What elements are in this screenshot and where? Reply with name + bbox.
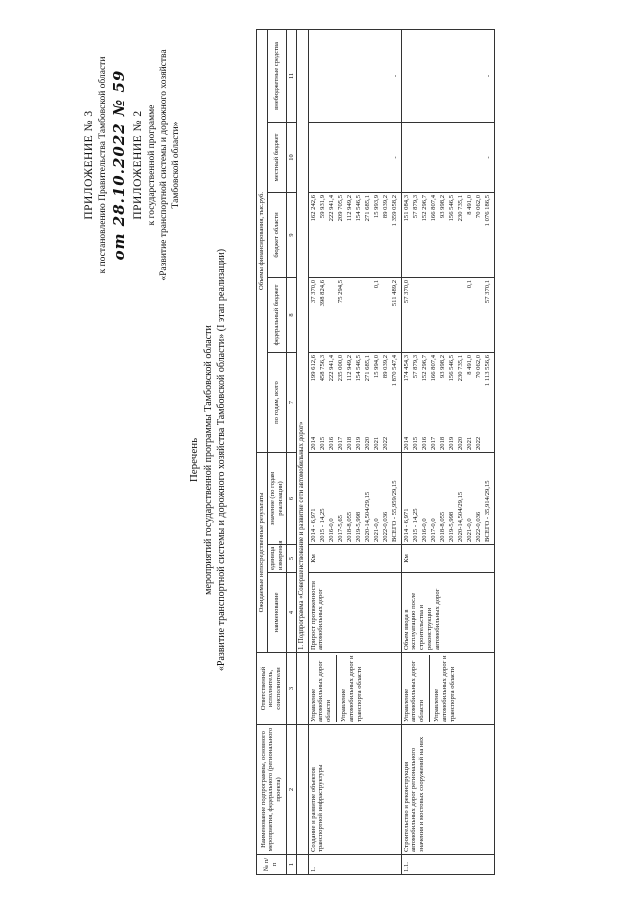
appendix2-title: ПРИЛОЖЕНИЕ № 2 bbox=[131, 110, 144, 220]
year-label: 2020 bbox=[456, 436, 464, 450]
row-unit: Км bbox=[308, 545, 401, 573]
row-result-name: Объем ввода в эксплуатацию после строительства и реконструкции автомобильных дорог bbox=[401, 573, 494, 653]
row-executor bbox=[308, 653, 401, 725]
year-label: 2014 bbox=[402, 436, 410, 450]
row-fund-regional bbox=[401, 193, 494, 278]
year-label: 2020 bbox=[363, 436, 371, 450]
amount: 154 546,5 bbox=[354, 195, 362, 222]
col-header-executor: Ответственный исполнитель, соисполнители bbox=[257, 653, 287, 725]
amount: 151 084,3 bbox=[402, 195, 410, 222]
index-cell: 1 bbox=[286, 855, 297, 875]
row-fund-extra: - bbox=[401, 29, 494, 122]
row-fund-total bbox=[401, 353, 494, 453]
col-header-fund-regional: бюджет области bbox=[267, 193, 286, 278]
amount: 230 735,1 bbox=[456, 355, 464, 382]
amount: 154 546,5 bbox=[354, 355, 362, 382]
amount: 112 949,2 bbox=[345, 195, 353, 222]
grand-total: 1 870 547,4 bbox=[390, 355, 398, 387]
executor-secondary: Управление автомобильных дорог и транспорта области bbox=[336, 655, 364, 722]
amount: 271 685,1 bbox=[363, 355, 371, 382]
year-label: 2018 bbox=[345, 436, 353, 450]
column-index-row bbox=[286, 29, 297, 874]
value-line: 2020-14,504/29,15 bbox=[456, 491, 464, 542]
amount: 70 062,0 bbox=[474, 195, 482, 219]
amount bbox=[421, 280, 430, 350]
amount: 89 039,2 bbox=[381, 355, 389, 379]
year-label: 2015 bbox=[318, 436, 326, 450]
amount: 222 941,4 bbox=[327, 195, 335, 222]
value-line: 2019-5,998 bbox=[447, 511, 455, 542]
federal-total: 57 370,1 bbox=[483, 280, 491, 304]
value-line: 2021-0,0 bbox=[465, 518, 473, 542]
amount: 235 000,0 bbox=[336, 355, 344, 382]
row-fund-local: - bbox=[308, 123, 401, 193]
row-result-name: Прирост протяженности автомобильных дорог bbox=[308, 573, 401, 653]
title-line-1: Перечень bbox=[188, 437, 200, 483]
amount: 222 941,4 bbox=[327, 355, 335, 382]
value-line: 2016-0,0 bbox=[327, 518, 335, 542]
value-line: 2017-5,65 bbox=[336, 515, 344, 542]
title-line-3: «Развитие транспортной системы и дорожного хозяйства Тамбовской области» (I этап реализации) bbox=[216, 248, 228, 672]
row-name: Строительство и реконструкция автомобильных дорог регионального значения и мостовых сооружений на них bbox=[401, 725, 494, 855]
index-cell: 6 bbox=[286, 453, 297, 545]
amount: 8 491,0 bbox=[465, 355, 473, 375]
amount: 57 370,0 bbox=[402, 280, 410, 304]
amount: 8 491,0 bbox=[465, 195, 473, 215]
row-values bbox=[401, 453, 494, 545]
col-header-fund-extra: внебюджетные средства bbox=[267, 29, 286, 122]
col-header-results: Ожидаемые непосредственные результаты bbox=[257, 453, 268, 653]
year-label: 2016 bbox=[327, 436, 335, 450]
year-label: 2017 bbox=[429, 436, 437, 450]
row-name: Создание и развитие объектов транспортной инфраструктуры bbox=[308, 725, 401, 855]
amount: 37 370,0 bbox=[309, 280, 317, 304]
value-line: 2022-0,036 bbox=[381, 511, 389, 542]
amount: 209 705,5 bbox=[336, 195, 344, 222]
amount: 156 546,5 bbox=[447, 355, 455, 382]
executor-primary: Управление автомобильных дорог области bbox=[402, 660, 426, 722]
appendix-title: ПРИЛОЖЕНИЕ № 3 bbox=[83, 110, 95, 220]
year-label: 2021 bbox=[465, 436, 473, 450]
amount: 93 998,2 bbox=[438, 355, 446, 379]
amount: 199 612,6 bbox=[309, 355, 317, 382]
executor-secondary: Управление автомобильных дорог и транспорта области bbox=[429, 655, 457, 722]
federal-total: 511 489,2 bbox=[390, 280, 398, 307]
amount bbox=[457, 280, 466, 350]
col-header-num: № п/п bbox=[257, 855, 287, 875]
row-fund-federal bbox=[401, 278, 494, 353]
amount: 59 931,9 bbox=[318, 195, 326, 219]
year-label: 2018 bbox=[438, 436, 446, 450]
year-label: 2019 bbox=[354, 436, 362, 450]
year-label: 2016 bbox=[420, 436, 428, 450]
amount bbox=[448, 280, 457, 350]
amount bbox=[346, 280, 355, 350]
value-line: 2020-14,504/29,15 bbox=[363, 491, 371, 542]
row-fund-federal bbox=[308, 278, 401, 353]
index-cell: 9 bbox=[286, 193, 297, 278]
grand-total: 1 113 556,6 bbox=[483, 355, 491, 387]
amount: 398 824,6 bbox=[318, 280, 326, 307]
value-line: 2021-0,0 bbox=[372, 518, 380, 542]
amount: 162 242,6 bbox=[309, 195, 317, 222]
value-total: ВСЕГО - 35,914/29,15 bbox=[483, 480, 491, 542]
amount: 152 296,7 bbox=[420, 195, 428, 222]
year-label: 2015 bbox=[411, 436, 419, 450]
index-cell: 2 bbox=[286, 725, 297, 855]
table-row bbox=[401, 29, 494, 874]
col-header-value: значение (по годам реализации) bbox=[267, 453, 286, 545]
amount: 93 998,2 bbox=[438, 195, 446, 219]
amount: 112 949,2 bbox=[345, 355, 353, 382]
row-executor bbox=[401, 653, 494, 725]
value-line: 2018-8,055 bbox=[438, 511, 446, 542]
value-line: 2022-0,036 bbox=[474, 511, 482, 542]
amount: 70 062,0 bbox=[474, 355, 482, 379]
appendix-header bbox=[82, 25, 183, 305]
index-cell: 3 bbox=[286, 653, 297, 725]
table-row bbox=[308, 29, 401, 874]
amount: 174 454,3 bbox=[402, 355, 410, 382]
regional-total: 1 359 058,2 bbox=[390, 195, 398, 227]
row-num: 1.1. bbox=[401, 855, 494, 875]
index-cell: 5 bbox=[286, 545, 297, 573]
subprogram-heading-row bbox=[297, 29, 308, 874]
index-cell: 8 bbox=[286, 278, 297, 353]
measures-table bbox=[256, 29, 495, 875]
regional-total: 1 076 186,5 bbox=[483, 195, 491, 227]
year-label: 2021 bbox=[372, 436, 380, 450]
handwritten-date-number: от 28.10.2022 № 59 bbox=[110, 69, 129, 261]
col-header-unit: единица измерения bbox=[267, 545, 286, 573]
value-line: 2015 - 14,25 bbox=[318, 508, 326, 542]
decree-line: к постановлению Правительства Тамбовской области bbox=[97, 56, 108, 274]
year-label: 2014 bbox=[309, 436, 317, 450]
amount bbox=[475, 280, 484, 350]
amount: 230 735,1 bbox=[456, 195, 464, 222]
amount: 166 807,4 bbox=[429, 355, 437, 382]
subprogram-heading: 1. Подпрограмма «Совершенствование и развитие сети автомобильных дорог» bbox=[297, 29, 308, 652]
row-fund-total bbox=[308, 353, 401, 453]
col-header-result-name: наименование bbox=[267, 573, 286, 653]
row-values bbox=[308, 453, 401, 545]
value-line: 2015 - 14,25 bbox=[411, 508, 419, 542]
col-header-fund-total: по годам, всего bbox=[267, 353, 286, 453]
col-header-funding: Объемы финансирования, тыс.руб. bbox=[257, 29, 268, 452]
amount bbox=[364, 280, 373, 350]
amount: 75 294,5 bbox=[336, 280, 344, 304]
row-unit: Км bbox=[401, 545, 494, 573]
amount: 57 879,3 bbox=[411, 195, 419, 219]
amount: 458 756,3 bbox=[318, 355, 326, 382]
col-header-name: Наименование подпрограммы, основного мероприятия, федерального (регионального проекта) bbox=[257, 725, 287, 855]
amount bbox=[412, 280, 421, 350]
value-line: 2014 - 6,971 bbox=[309, 508, 317, 542]
row-fund-local: - bbox=[401, 123, 494, 193]
year-label: 2022 bbox=[381, 436, 389, 450]
value-line: 2019-5,998 bbox=[354, 511, 362, 542]
amount: 156 546,5 bbox=[447, 195, 455, 222]
index-cell: 11 bbox=[286, 29, 297, 122]
index-cell: 7 bbox=[286, 353, 297, 453]
amount bbox=[439, 280, 448, 350]
value-line: 2018-8,055 bbox=[345, 511, 353, 542]
value-line: 2017-0,0 bbox=[429, 518, 437, 542]
amount bbox=[355, 280, 364, 350]
row-fund-extra: - bbox=[308, 29, 401, 122]
amount: 152 296,7 bbox=[420, 355, 428, 382]
amount: 271 685,1 bbox=[363, 195, 371, 222]
document-title bbox=[187, 225, 229, 695]
amount bbox=[328, 280, 337, 350]
year-label: 2019 bbox=[447, 436, 455, 450]
index-cell: 4 bbox=[286, 573, 297, 653]
program-line-3: Тамбовской области» bbox=[171, 121, 182, 209]
program-line-2: «Развитие транспортной системы и дорожного хозяйства bbox=[159, 49, 170, 281]
amount: 15 993,9 bbox=[372, 195, 380, 219]
amount: 89 039,2 bbox=[381, 195, 389, 219]
amount: 0,1 bbox=[465, 280, 473, 289]
year-label: 2017 bbox=[336, 436, 344, 450]
amount: 0,1 bbox=[372, 280, 380, 289]
index-cell: 10 bbox=[286, 123, 297, 193]
title-line-2: мероприятий государственной программы Тамбовской области bbox=[202, 325, 214, 595]
executor-primary: Управление автомобильных дорог области bbox=[309, 660, 333, 722]
value-line: 2016-0,0 bbox=[420, 518, 428, 542]
value-total: ВСЕГО - 55,959/29,15 bbox=[390, 480, 398, 542]
program-line-1: к государственной программе bbox=[146, 104, 157, 226]
col-header-fund-local: местный бюджет bbox=[267, 123, 286, 193]
amount: 15 994,0 bbox=[372, 355, 380, 379]
value-line: 2014 - 6,971 bbox=[402, 508, 410, 542]
row-num: 1. bbox=[308, 855, 401, 875]
amount bbox=[430, 280, 439, 350]
year-label: 2022 bbox=[474, 436, 482, 450]
row-fund-regional bbox=[308, 193, 401, 278]
col-header-fund-federal: федеральный бюджет bbox=[267, 278, 286, 353]
amount: 57 879,3 bbox=[411, 355, 419, 379]
amount: 166 807,4 bbox=[429, 195, 437, 222]
amount bbox=[382, 280, 391, 350]
